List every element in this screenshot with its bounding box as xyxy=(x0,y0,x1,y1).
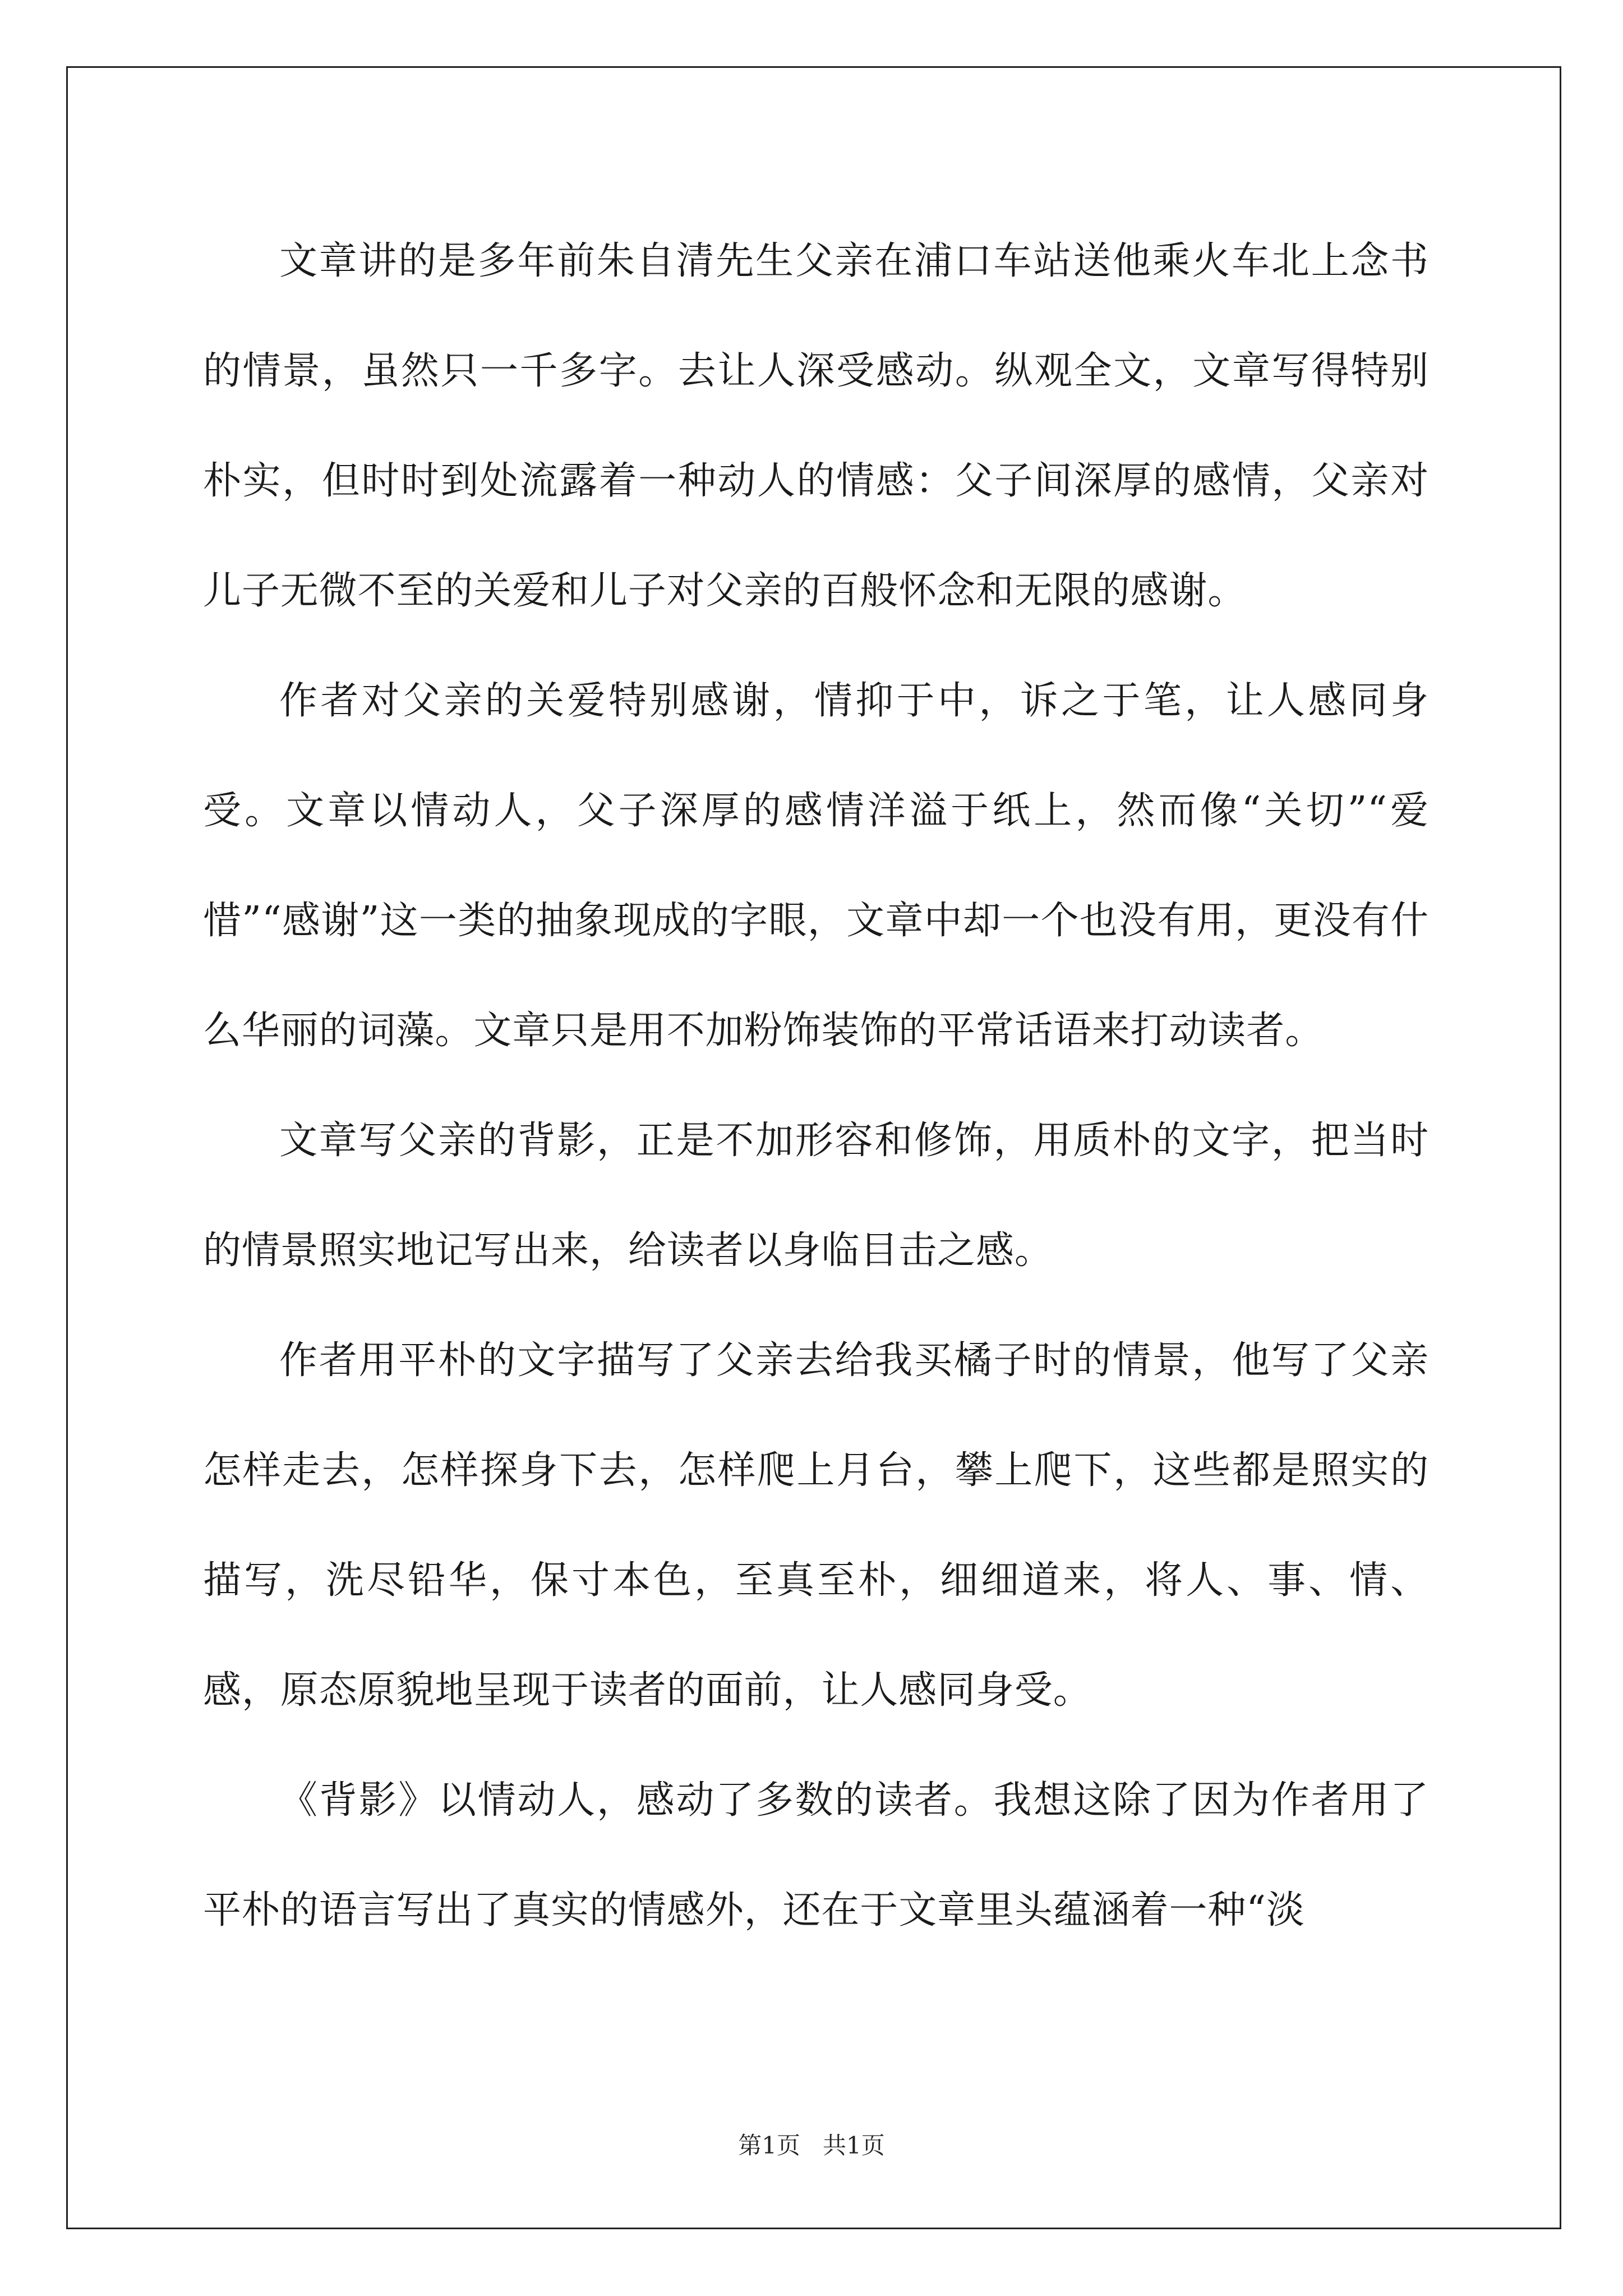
paragraph-5: 《背影》以情动人，感动了多数的读者。我想这除了因为作者用了平朴的语言写出了真实的情感外，还在于文章里头蕴涵着一种“淡 xyxy=(203,1778,1429,1932)
paragraph-4: 作者用平朴的文字描写了父亲去给我买橘子时的情景，他写了父亲怎样走去，怎样探身下去，怎样爬上月台，攀上爬下，这些都是照实的描写，洗尽铅华，保寸本色，至真至朴，细细道来，将人、事、情、感，原态原貌地呈现于读者的面前，让人感同身受。 xyxy=(203,1338,1429,1713)
page-footer xyxy=(0,2132,1623,2160)
page-number-label: 第1页 xyxy=(738,2132,800,2159)
paragraph-3: 文章写父亲的背影，正是不加形容和修饰，用质朴的文字，把当时的情景照实地记写出来，给读者以身临目击之感。 xyxy=(203,1119,1429,1273)
total-pages-label: 共1页 xyxy=(823,2132,885,2159)
paragraph-1: 文章讲的是多年前朱自清先生父亲在浦口车站送他乘火车北上念书的情景，虽然只一千多字。去让人深受感动。纵观全文，文章写得特别朴实，但时时到处流露着一种动人的情感：父子间深厚的感情，父亲对儿子无微不至的关爱和儿子对父亲的百般怀念和无限的感谢。 xyxy=(203,239,1429,613)
paragraph-2: 作者对父亲的关爱特别感谢，情抑于中，诉之于笔，让人感同身受。文章以情动人，父子深厚的感情洋溢于纸上，然而像“关切”“爱惜”“感谢”这一类的抽象现成的字眼，文章中却一个也没有用，更没有什么华丽的词藻。文章只是用不加粉饰装饰的平常话语来打动读者。 xyxy=(203,679,1429,1053)
document-body xyxy=(203,206,1429,1966)
